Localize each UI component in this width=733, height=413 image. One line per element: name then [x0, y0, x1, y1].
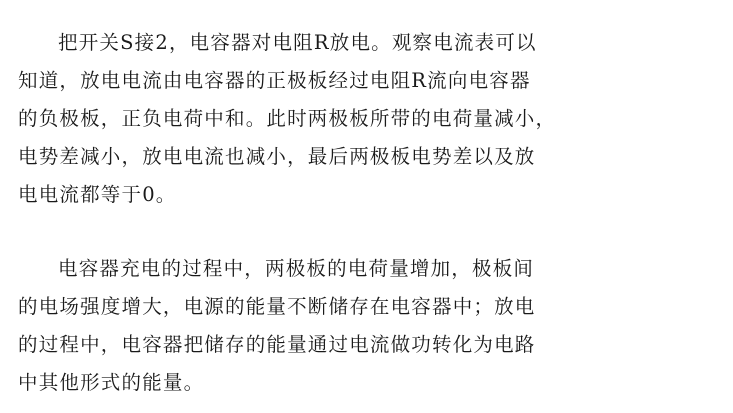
text-line: 把开关S接2，电容器对电阻R放电。观察电流表可以	[58, 31, 537, 54]
text-line: 知道，放电电流由电容器的正极板经过电阻R流向电容器	[18, 69, 531, 92]
text-line: 的过程中，电容器把储存的能量通过电流做功转化为电路	[18, 333, 536, 356]
text-line: 电容器充电的过程中，两极板的电荷量增加，极板间	[58, 257, 535, 280]
text-line: 电电流都等于0。	[18, 183, 177, 206]
paragraph-energy	[18, 250, 588, 402]
text-line: 中其他形式的能量。	[18, 371, 205, 394]
text-line: 的负极板，正负电荷中和。此时两极板所带的电荷量减小，	[18, 107, 557, 130]
document-body	[18, 24, 588, 402]
paragraph-discharge	[18, 24, 588, 214]
text-line: 电势差减小，放电电流也减小，最后两极板电势差以及放	[18, 145, 536, 168]
text-line: 的电场强度增大，电源的能量不断储存在电容器中；放电	[18, 295, 536, 318]
